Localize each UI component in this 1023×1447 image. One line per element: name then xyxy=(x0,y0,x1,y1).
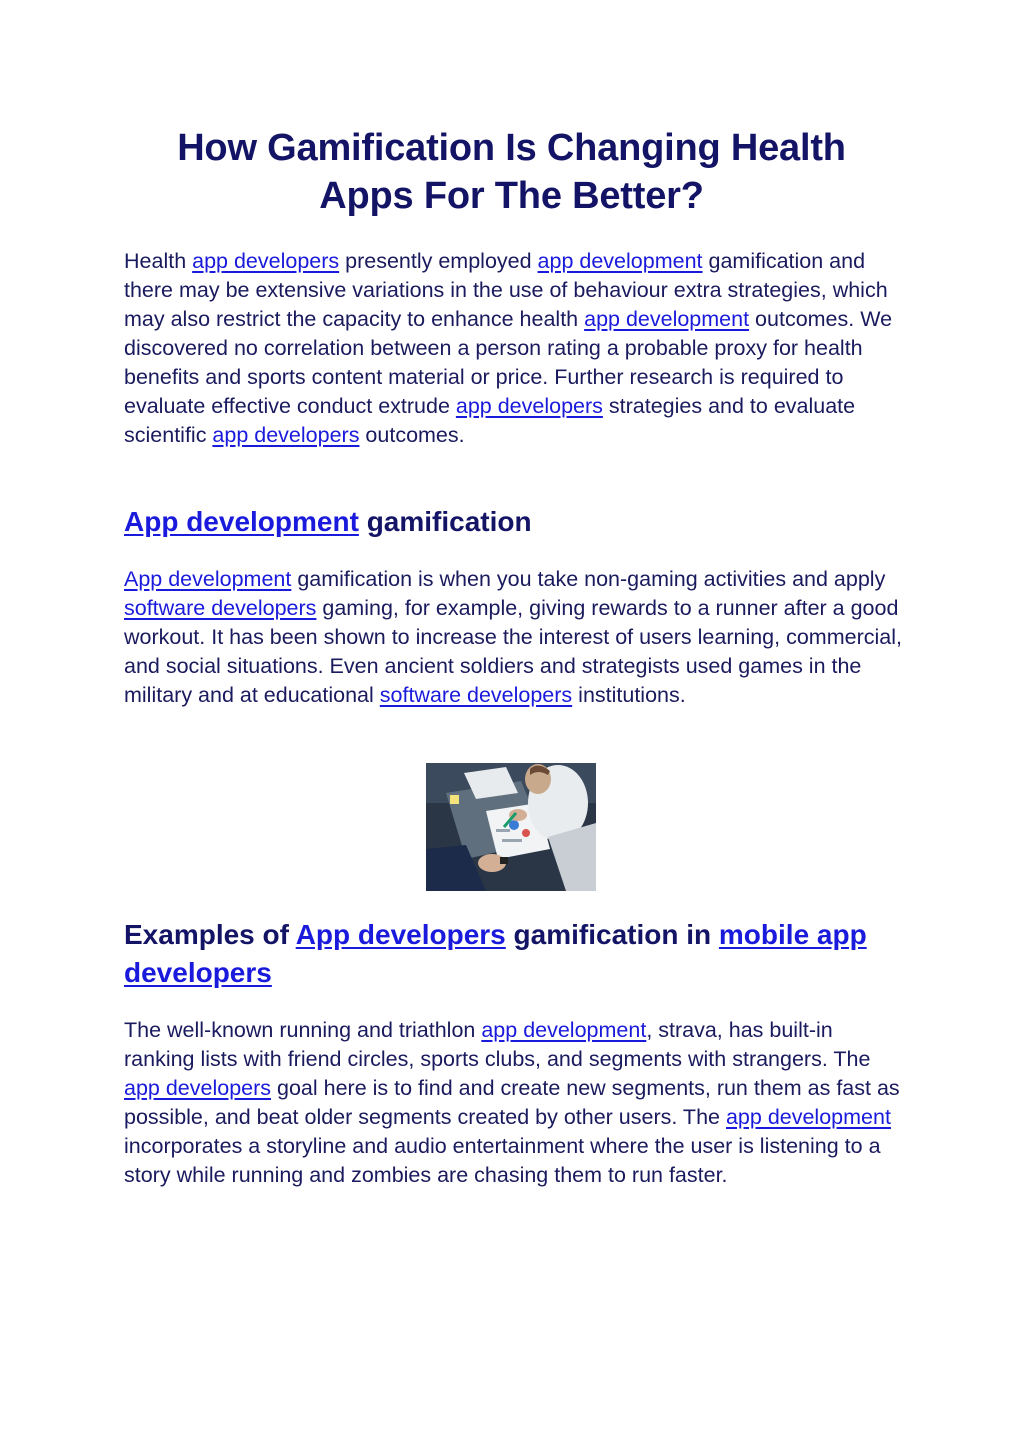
heading-text: gamification in xyxy=(505,919,719,950)
section1-text: gamification is when you take non-gaming activities and apply xyxy=(291,567,886,591)
link-app-development[interactable]: app development xyxy=(537,249,703,273)
heading-link-mobile-app-developers[interactable]: mobile app developers xyxy=(124,919,867,988)
meeting-photo-illustration xyxy=(426,763,596,891)
section1-heading xyxy=(124,503,904,541)
link-app-developers[interactable]: app developers xyxy=(455,394,603,418)
heading-link-app-developers[interactable]: App developers xyxy=(295,919,506,950)
section1-text: gaming, for example, giving rewards to a runner after a good workout. It has been shown to increase the interest of users learning, commercial, and social situations. Even ancient soldiers and strategists used games in the military and at educational xyxy=(124,596,902,707)
intro-text: outcomes. We discovered no correlation between a person rating a probable proxy for health benefits and sports content material or price. Further research is required to evaluate effective conduct extrude xyxy=(124,307,893,418)
section2-text: The well-known running and triathlon xyxy=(124,1018,482,1042)
title-line-2: Apps For The Better? xyxy=(319,175,704,217)
link-software-developers[interactable]: software developers xyxy=(124,596,317,620)
link-app-developers[interactable]: app developers xyxy=(212,423,360,447)
meeting-photo xyxy=(426,763,596,891)
heading-link-app-development[interactable]: App development xyxy=(124,506,359,537)
section2-text: incorporates a storyline and audio entertainment where the user is listening to a story while running and zombies are chasing them to run faster. xyxy=(124,1134,881,1187)
intro-text: Health xyxy=(124,249,193,273)
title-line-1: How Gamification Is Changing Health xyxy=(177,127,846,169)
link-app-development[interactable]: app development xyxy=(584,307,750,331)
link-software-developers[interactable]: software developers xyxy=(379,683,573,707)
intro-text: gamification and there may be extensive variations in the use of behaviour extra strategies, which may also restrict the capacity to enhance health xyxy=(124,249,888,331)
heading-text: gamification xyxy=(358,506,532,537)
intro-paragraph xyxy=(124,247,904,450)
intro-text: outcomes. xyxy=(359,423,465,447)
link-app-development[interactable]: app development xyxy=(725,1105,891,1129)
section2-heading xyxy=(124,916,904,992)
heading-text: Examples of xyxy=(124,919,296,950)
link-app-development[interactable]: App development xyxy=(124,567,292,591)
link-app-developers[interactable]: app developers xyxy=(124,1076,272,1100)
page-title xyxy=(100,124,923,220)
link-app-developers[interactable]: app developers xyxy=(192,249,340,273)
intro-text: strategies and to evaluate scientific xyxy=(124,394,856,447)
intro-text: presently employed xyxy=(339,249,538,273)
link-app-development[interactable]: app development xyxy=(481,1018,647,1042)
section2-text: goal here is to find and create new segments, run them as fast as possible, and beat older segments created by other users. The xyxy=(124,1076,900,1129)
section1-paragraph xyxy=(124,565,904,710)
section2-text: , strava, has built-in ranking lists with friend circles, sports clubs, and segments with strangers. The xyxy=(124,1018,871,1071)
section1-text: institutions. xyxy=(572,683,686,707)
section2-paragraph xyxy=(124,1016,904,1190)
